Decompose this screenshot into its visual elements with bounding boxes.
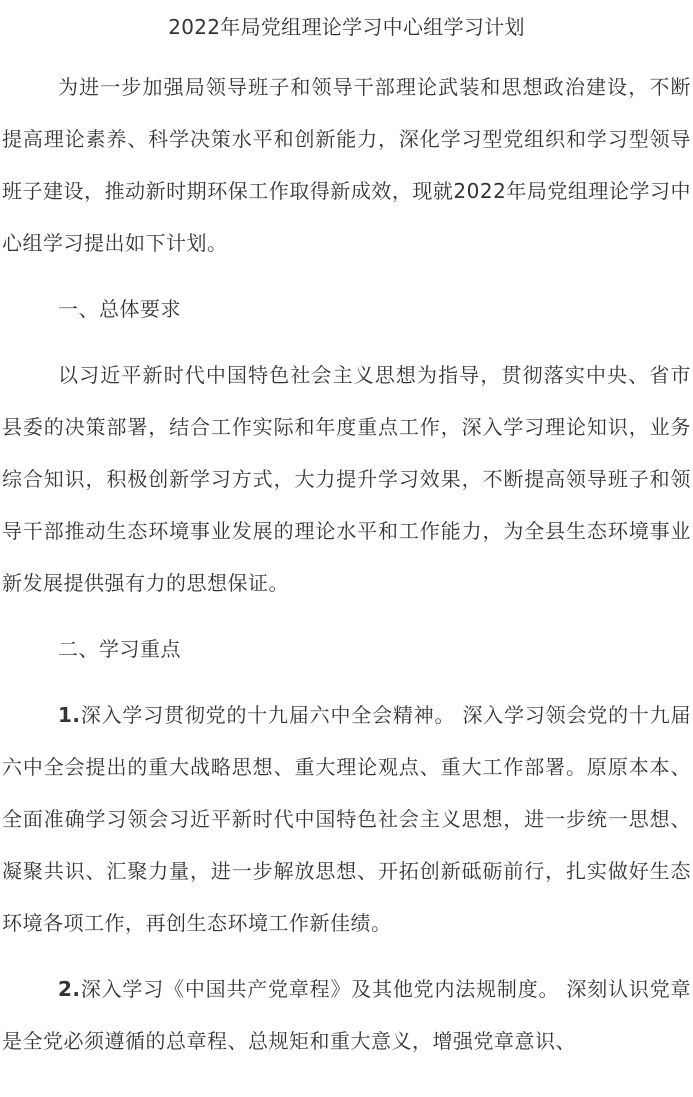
section-2-heading: 二、学习重点 [58,637,181,661]
item-2-number: 2. [58,977,81,1001]
item-1-number: 1. [58,703,81,727]
item-1-paragraph [2,689,691,949]
item-2-paragraph [2,963,691,1067]
section-1-body: 以习近平新时代中国特色社会主义思想为指导，贯彻落实中央、省市县委的决策部署，结合工作实际和年度重点工作，深入学习理论知识，业务综合知识，积极创新学习方式，大力提升学习效果，不断提高领导班子和领导干部推动生态环境事业发展的理论水平和工作能力，为全县生态环境事业新发展提供强有力的思想保证。 [2,363,691,595]
item-2-text: 深入学习《中国共产党章程》及其他党内法规制度。 深刻认识党章是全党必须遵循的总章程、总规矩和重大意义，增强党章意识、 [2,977,691,1053]
item-1-text: 深入学习贯彻党的十九届六中全会精神。 深入学习领会党的十九届六中全会提出的重大战略思想、重大理论观点、重大工作部署。原原本本、全面准确学习领会习近平新时代中国特色社会主义思想，进一步统一思想、凝聚共识、汇聚力量，进一步解放思想、开拓创新砥砺前行，扎实做好生态环境各项工作，再创生态环境工作新佳绩。 [2,703,691,935]
section-1-heading: 一、总体要求 [58,297,181,321]
intro-paragraph: 为进一步加强局领导班子和领导干部理论武装和思想政治建设，不断提高理论素养、科学决策水平和创新能力，深化学习型党组织和学习型领导班子建设，推动新时期环保工作取得新成效，现就2022年局党组理论学习中心组学习提出如下计划。 [2,75,691,255]
document-title: 2022年局党组理论学习中心组学习计划 [168,15,525,39]
